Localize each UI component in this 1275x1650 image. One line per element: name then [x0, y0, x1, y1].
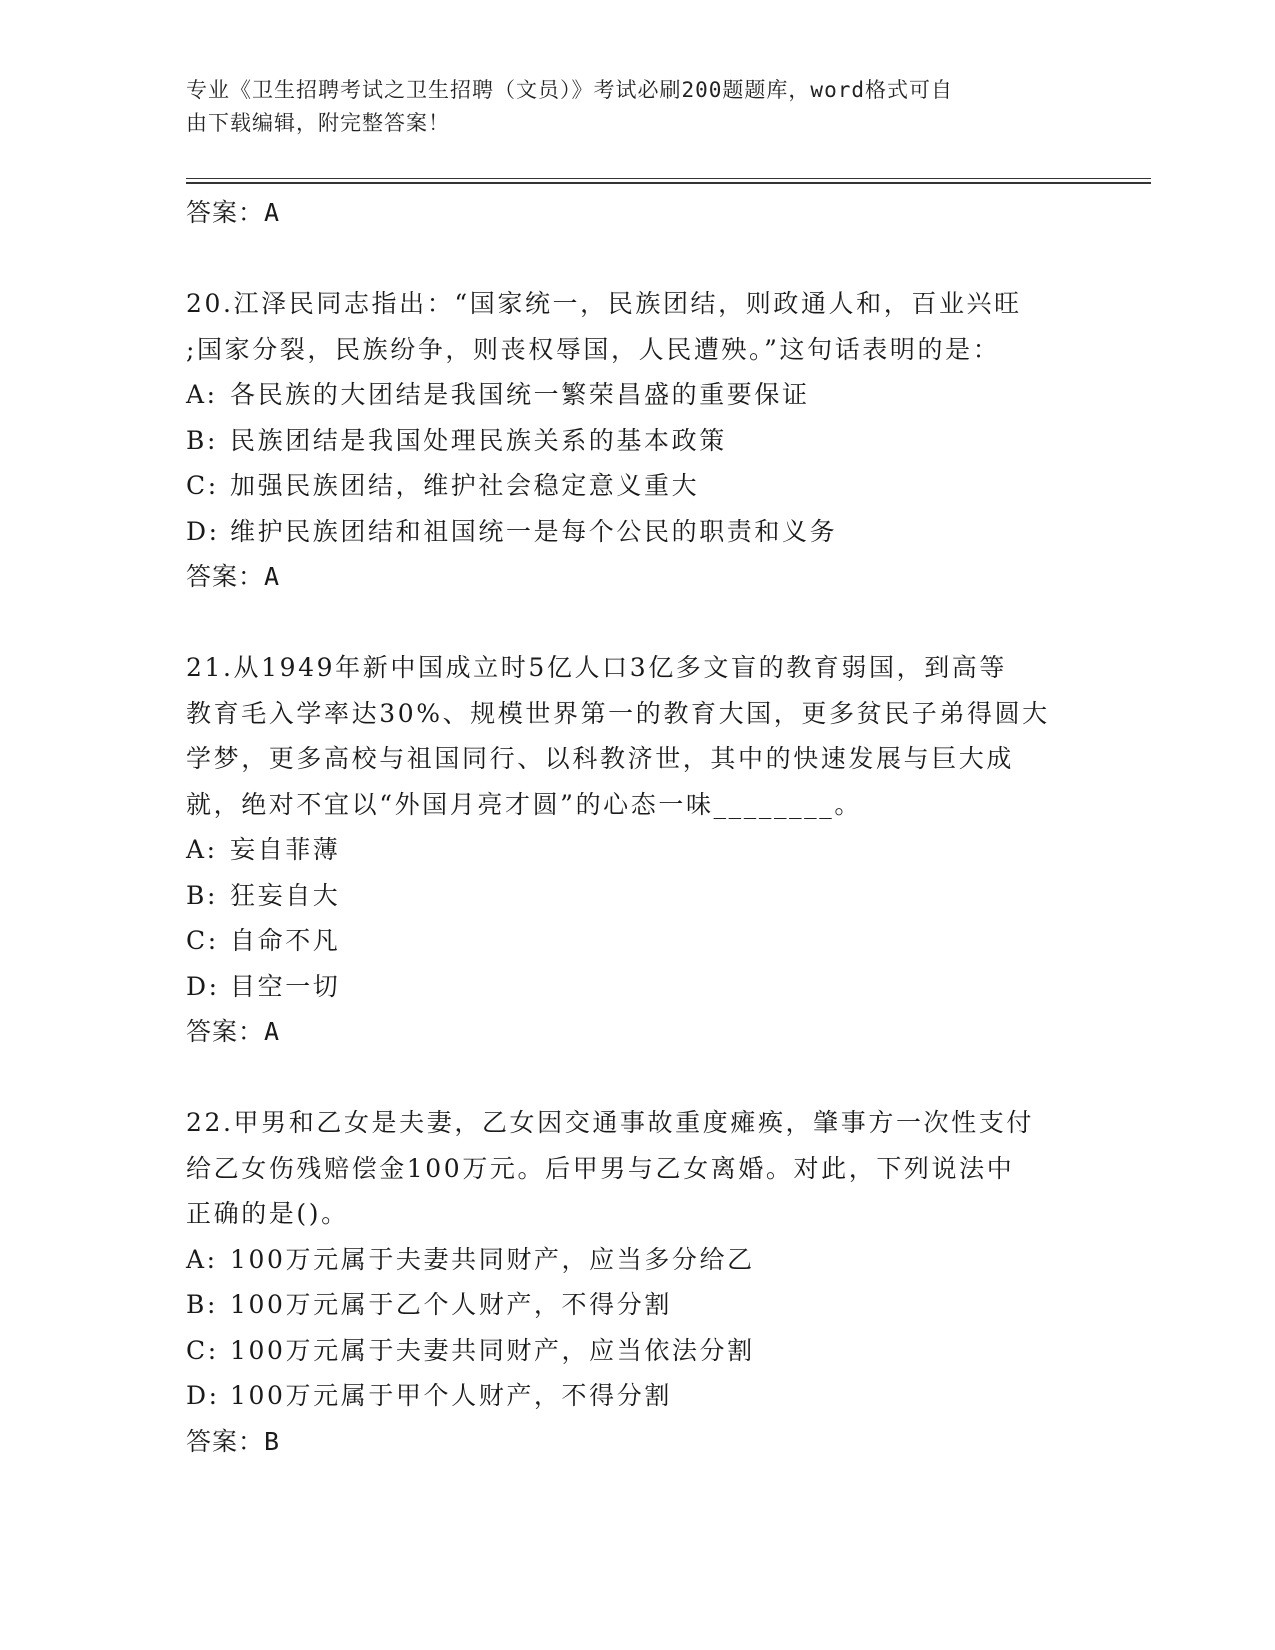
option-text: 100万元属于乙个人财产，不得分割 — [230, 1290, 672, 1319]
header-divider-thick — [186, 182, 1151, 184]
document-header — [186, 74, 1086, 140]
option-key: A: — [186, 380, 218, 409]
option-b — [186, 1282, 1086, 1328]
question-20 — [186, 281, 1086, 599]
option-key: B: — [186, 880, 218, 910]
header-line-1: 专业《卫生招聘考试之卫生招聘（文员）》考试必刷200题题库，word格式可自 — [186, 78, 953, 102]
option-key: D: — [186, 1381, 220, 1410]
stem-line: 给乙女伤残赔偿金100万元。后甲男与乙女离婚。对此，下列说法中 — [186, 1153, 1015, 1183]
stem-line: 正确的是()。 — [186, 1199, 349, 1228]
option-d — [186, 509, 1086, 555]
stem-line: 21.从1949年新中国成立时5亿人口3亿多文盲的教育弱国，到高等 — [186, 653, 1007, 682]
option-a — [186, 827, 1086, 873]
option-text: 维护民族团结和祖国统一是每个公民的职责和义务 — [230, 516, 838, 546]
option-key: C: — [186, 1335, 219, 1365]
option-text: 加强民族团结，维护社会稳定意义重大 — [230, 471, 700, 500]
stem-line: 学梦，更多高校与祖国同行、以科教济世，其中的快速发展与巨大成 — [186, 744, 1015, 773]
header-line-2: 由下载编辑，附完整答案！ — [186, 111, 450, 135]
stem-line: ;国家分裂，民族纷争，则丧权辱国，人民遭殃。”这句话表明的是： — [186, 334, 1001, 364]
option-text: 100万元属于夫妻共同财产，应当多分给乙 — [230, 1244, 755, 1274]
option-b — [186, 873, 1086, 919]
option-key: D: — [186, 971, 220, 1001]
option-key: C: — [186, 926, 219, 955]
option-key: B: — [186, 425, 218, 455]
question-stem — [186, 645, 1086, 827]
option-key: A: — [186, 1244, 218, 1274]
option-key: A: — [186, 835, 218, 864]
option-c — [186, 918, 1086, 964]
option-text: 各民族的大团结是我国统一繁荣昌盛的重要保证 — [230, 380, 810, 409]
answer-line: 答案：A — [186, 562, 281, 591]
previous-answer: 答案：A — [186, 198, 281, 227]
option-text: 100万元属于夫妻共同财产，应当依法分割 — [230, 1335, 755, 1365]
stem-line: 就，绝对不宜以“外国月亮才圆”的心态一味________。 — [186, 789, 862, 819]
header-divider-thin — [186, 178, 1151, 179]
question-stem — [186, 281, 1086, 372]
question-21 — [186, 645, 1086, 1054]
stem-line: 教育毛入学率达30%、规模世界第一的教育大国，更多贫民子弟得圆大 — [186, 698, 1050, 728]
option-d — [186, 964, 1086, 1010]
answer-line: 答案：B — [186, 1426, 281, 1456]
option-text: 目空一切 — [230, 971, 341, 1001]
option-c — [186, 463, 1086, 509]
stem-line: 22.甲男和乙女是夫妻，乙女因交通事故重度瘫痪，肇事方一次性支付 — [186, 1108, 1034, 1137]
option-c — [186, 1328, 1086, 1374]
option-key: C: — [186, 471, 219, 500]
answer-line: 答案：A — [186, 1017, 281, 1046]
option-text: 民族团结是我国处理民族关系的基本政策 — [230, 425, 727, 455]
option-text: 100万元属于甲个人财产，不得分割 — [230, 1381, 672, 1410]
option-key: D: — [186, 516, 220, 546]
question-stem — [186, 1100, 1086, 1237]
option-a — [186, 1237, 1086, 1283]
option-a — [186, 372, 1086, 418]
option-key: B: — [186, 1290, 218, 1319]
stem-line: 20.江泽民同志指出：“国家统一，民族团结，则政通人和，百业兴旺 — [186, 289, 1022, 318]
option-d — [186, 1373, 1086, 1419]
option-text: 妄自菲薄 — [230, 835, 341, 864]
option-text: 自命不凡 — [230, 926, 341, 955]
document-body — [186, 190, 1086, 1464]
question-22 — [186, 1100, 1086, 1464]
option-b — [186, 418, 1086, 464]
option-text: 狂妄自大 — [230, 880, 341, 910]
